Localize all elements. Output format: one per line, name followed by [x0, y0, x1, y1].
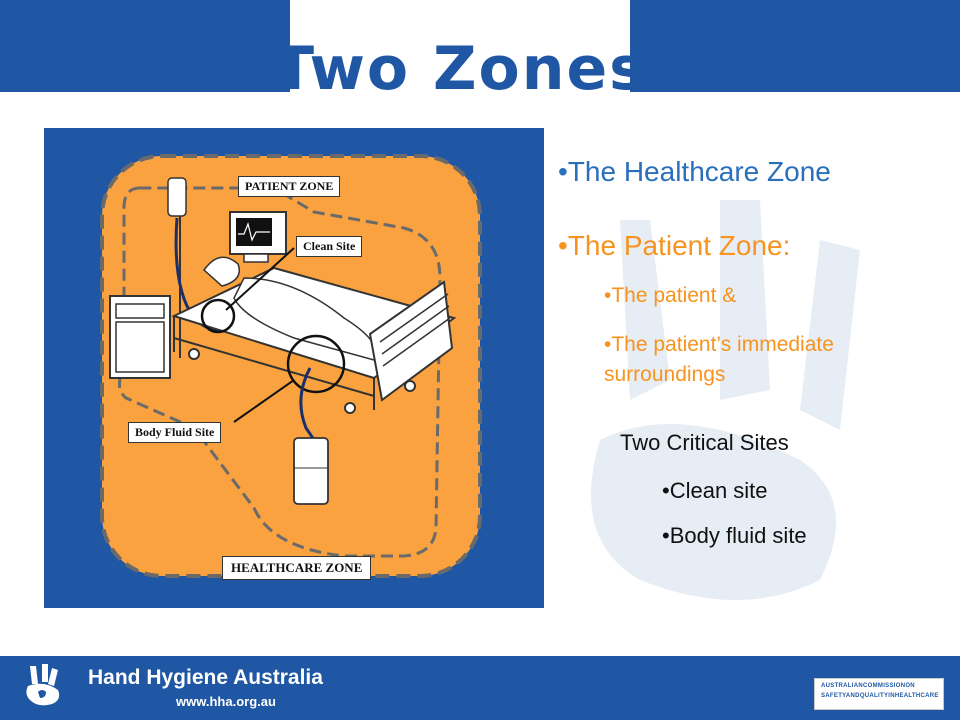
bullet-patient-zone: •The Patient Zone:: [558, 230, 791, 261]
bullet-immediate-surroundings: •The patient’s immediate surroundings: [604, 333, 834, 386]
bullet-the-patient: •The patient &: [604, 284, 737, 307]
patient-zone-label: PATIENT ZONE: [238, 176, 340, 197]
commission-logo-line2: SAFETYANDQUALITYINHEALTHCARE: [821, 693, 939, 699]
bullet-healthcare-zone: •The Healthcare Zone: [558, 156, 831, 187]
hha-url: www.hha.org.au: [176, 694, 276, 709]
hha-brand-name: Hand Hygiene Australia: [88, 666, 323, 689]
clean-site-label: Clean Site: [296, 236, 362, 257]
slide-title: Two Zones: [273, 34, 647, 104]
commission-logo: [814, 678, 944, 710]
healthcare-zone-label: HEALTHCARE ZONE: [222, 556, 371, 580]
hha-hand-logo-icon: [24, 662, 84, 708]
bullet-body-fluid-site: •Body fluid site: [662, 523, 807, 548]
body-fluid-site-label: Body Fluid Site: [128, 422, 221, 443]
critical-sites-heading: Two Critical Sites: [620, 430, 789, 455]
commission-logo-line1: AUSTRALIANCOMMISSIONON: [821, 683, 915, 689]
bullet-clean-site: •Clean site: [662, 478, 768, 503]
zones-illustration: [44, 128, 544, 608]
